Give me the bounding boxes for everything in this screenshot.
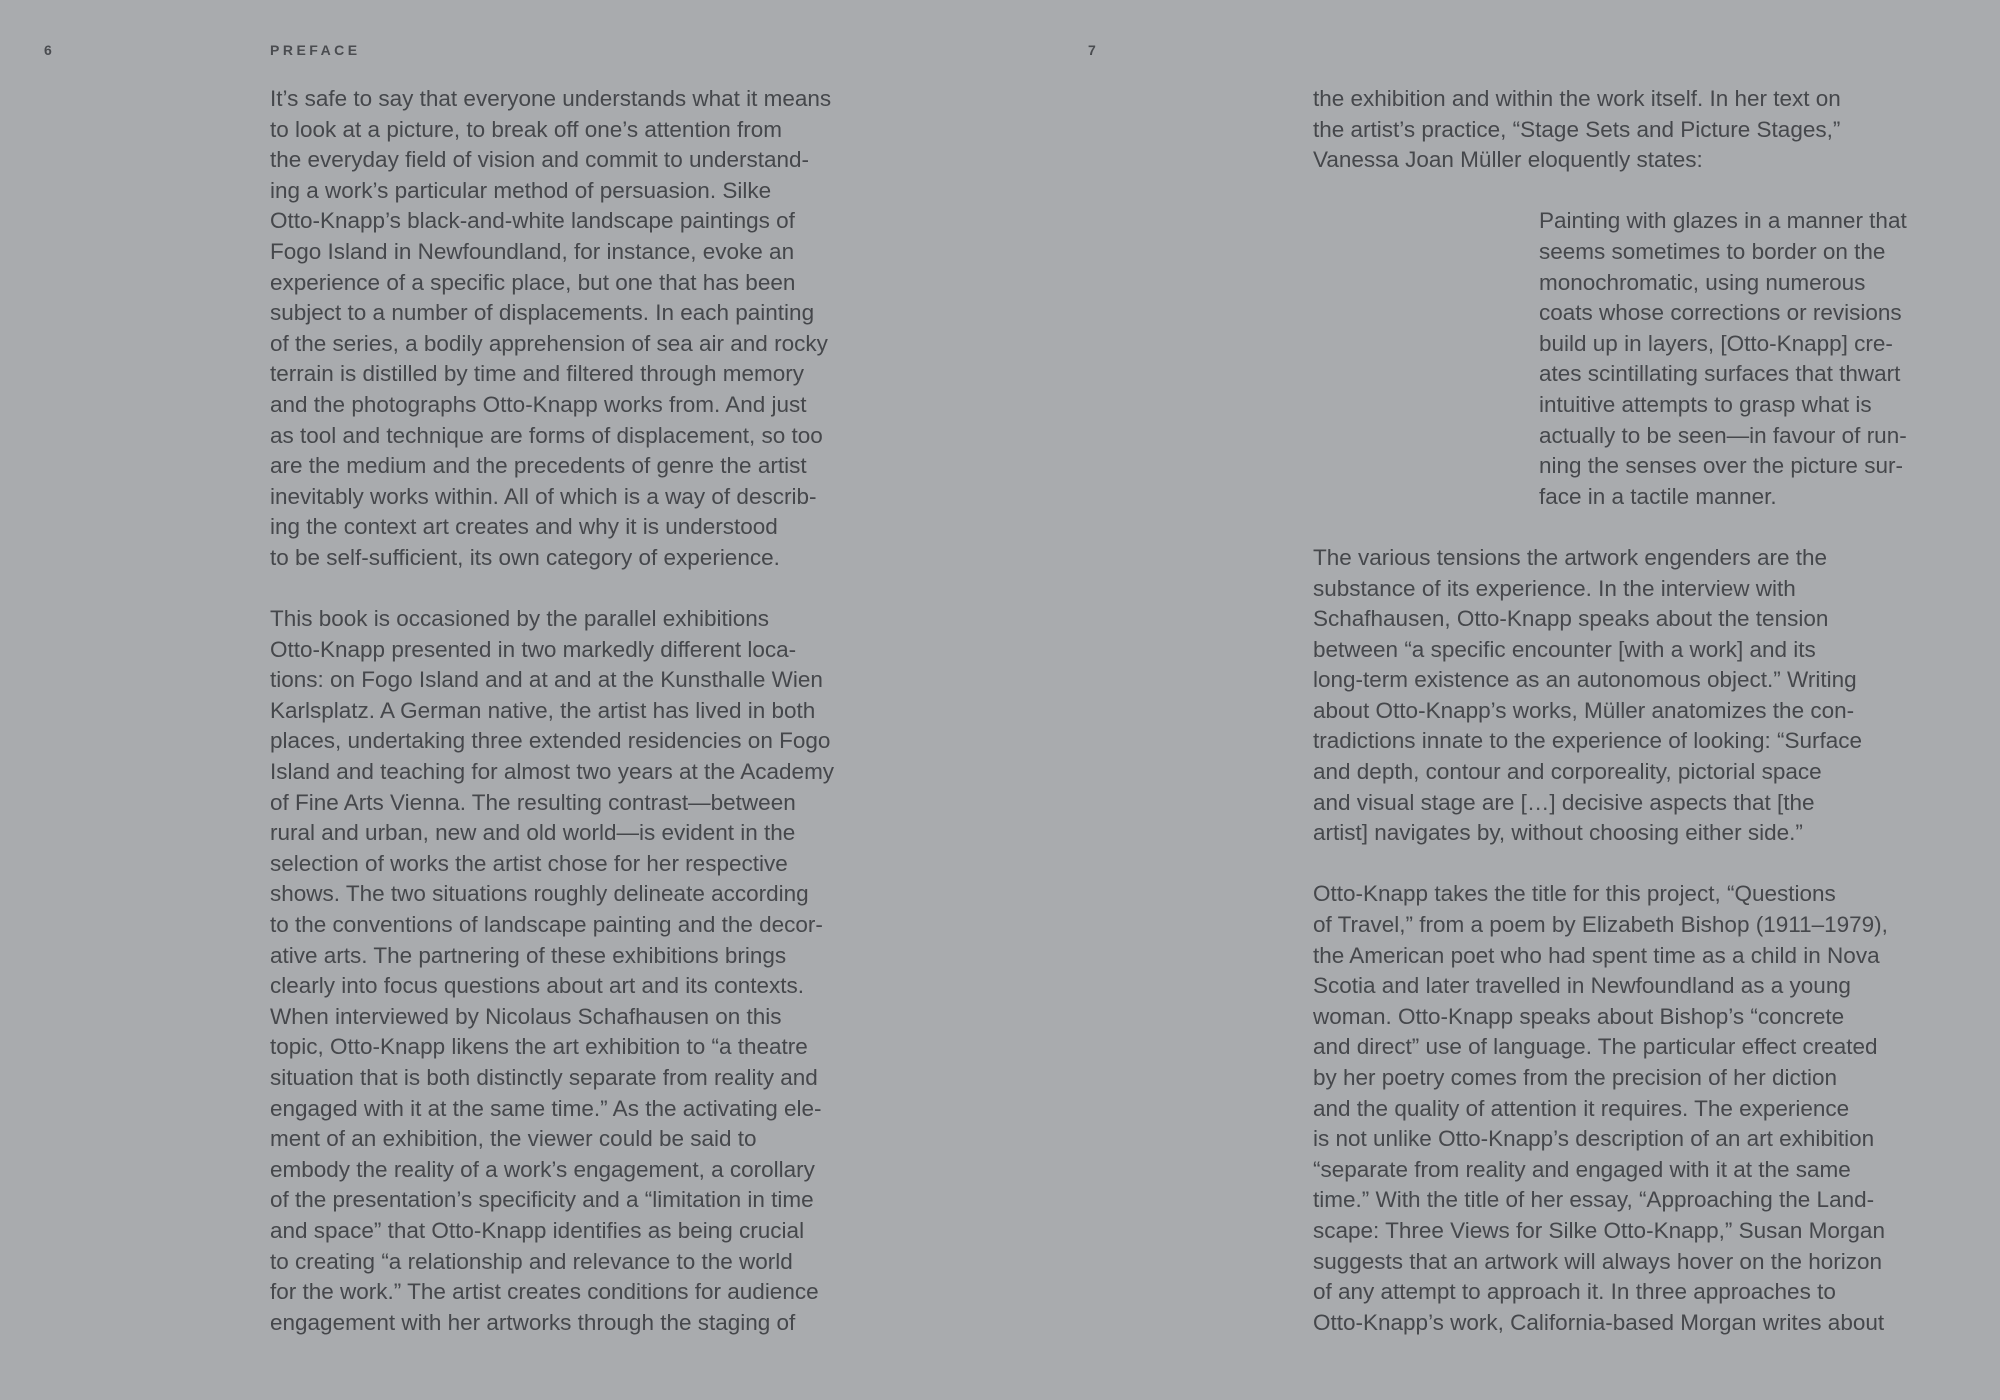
paragraph-gap [270,574,910,605]
text-line: When interviewed by Nicolaus Schafhausen on this [270,1003,782,1029]
text-line: to be self-sufficient, its own category of experience. [270,544,780,570]
text-line: Fogo Island in Newfoundland, for instance, evoke an [270,238,795,264]
text-line: the artist’s practice, “Stage Sets and Picture Stages,” [1313,116,1841,142]
text-line: Otto-Knapp’s black-and-white landscape paintings of [270,208,795,234]
text-line: for the work.” The artist creates conditions for audience [270,1279,819,1305]
paragraph-gap [1313,849,1993,880]
text-line: is not unlike Otto-Knapp’s description of an art exhibition [1313,1126,1875,1152]
text-line: ing a work’s particular method of persuasion. Silke [270,177,772,203]
text-line: time.” With the title of her essay, “Approaching the Land- [1313,1187,1875,1213]
page-number-left: 6 [44,42,53,58]
text-line: and the quality of attention it requires. The experience [1313,1095,1850,1121]
text-line: of Travel,” from a poem by Elizabeth Bishop (1911–1979), [1313,912,1888,938]
page-number-right: 7 [1088,42,1097,58]
paragraph-gap [1313,176,1993,207]
text-line: situation that is both distinctly separate from reality and [270,1065,818,1090]
text-line: the American poet who had spent time as a child in Nova [1313,942,1880,968]
text-line: suggests that an artwork will always hover on the horizon [1313,1248,1883,1274]
text-line: “separate from reality and engaged with it at the same [1313,1156,1851,1182]
text-line: engaged with it at the same time.” As the activating ele- [270,1095,822,1121]
text-line: Painting with glazes in a manner that [1539,208,1907,234]
paragraph-3 [1313,84,1993,176]
text-line: Otto-Knapp presented in two markedly different loca- [270,636,797,662]
left-text-column [270,84,910,1338]
text-line: Vanessa Joan Müller eloquently states: [1313,147,1703,173]
text-line: of the series, a bodily apprehension of sea air and rocky [270,330,828,356]
paragraph-gap [1313,512,1993,543]
text-line: ing the context art creates and why it is understood [270,514,778,540]
paragraph-4 [1313,543,1993,849]
text-line: of Fine Arts Vienna. The resulting contrast—between [270,789,796,815]
text-line: engagement with her artworks through the staging of [270,1309,796,1335]
text-line: selection of works the artist chose for her respective [270,850,788,876]
text-line: intuitive attempts to grasp what is [1539,391,1872,417]
text-line: and visual stage are […] decisive aspects that [the [1313,789,1815,815]
text-line: scape: Three Views for Silke Otto-Knapp,” Susan Morgan [1313,1217,1885,1243]
text-line: ning the senses over the picture sur- [1539,453,1903,479]
text-line: of any attempt to approach it. In three approaches to [1313,1279,1836,1305]
text-line: substance of its experience. In the interview with [1313,575,1796,601]
text-line: The various tensions the artwork engenders are the [1313,544,1828,570]
text-line: between “a specific encounter [with a work] and its [1313,636,1816,662]
text-line: subject to a number of displacements. In each painting [270,300,815,326]
text-line: experience of a specific place, but one that has been [270,269,796,295]
text-line: build up in layers, [Otto-Knapp] cre- [1539,330,1893,356]
text-line: to look at a picture, to break off one’s attention from [270,116,782,142]
running-head: PREFACE [270,42,361,58]
text-line: actually to be seen—in favour of run- [1539,422,1907,448]
text-line: places, undertaking three extended residencies on Fogo [270,728,831,754]
text-line: Karlsplatz. A German native, the artist has lived in both [270,697,816,723]
text-line: tions: on Fogo Island and at and at the Kunsthalle Wien [270,667,823,693]
text-line: ative arts. The partnering of these exhibitions brings [270,942,787,968]
paragraph-5 [1313,879,1993,1338]
text-line: ates scintillating surfaces that thwart [1539,361,1901,387]
text-line: rural and urban, new and old world—is evident in the [270,820,796,846]
text-line: artist] navigates by, without choosing either side.” [1313,820,1803,846]
text-line: to creating “a relationship and relevance to the world [270,1248,793,1274]
text-line: the exhibition and within the work itself. In her text on [1313,86,1841,111]
text-line: and direct” use of language. The particular effect created [1313,1034,1878,1060]
text-line: Otto-Knapp’s work, California-based Morgan writes about [1313,1309,1885,1335]
text-line: long-term existence as an autonomous object.” Writing [1313,667,1857,693]
text-line: topic, Otto-Knapp likens the art exhibition to “a theatre [270,1034,808,1060]
text-line: and the photographs Otto-Knapp works from. And just [270,391,807,417]
text-line: terrain is distilled by time and filtered through memory [270,361,804,387]
right-text-column [1313,84,1993,1338]
right-page [1000,0,2000,1400]
paragraph-1 [270,84,910,574]
text-line: shows. The two situations roughly delineate according [270,881,809,907]
block-quote [1539,206,1993,512]
text-line: of the presentation’s specificity and a “limitation in time [270,1187,814,1213]
text-line: ment of an exhibition, the viewer could be said to [270,1126,757,1152]
text-line: Island and teaching for almost two years at the Academy [270,759,835,785]
text-line: seems sometimes to border on the [1539,238,1886,264]
text-line: clearly into focus questions about art and its contexts. [270,973,805,999]
text-line: are the medium and the precedents of genre the artist [270,453,807,479]
text-line: coats whose corrections or revisions [1539,300,1902,326]
text-line: by her poetry comes from the precision of her diction [1313,1065,1837,1090]
paragraph-2 [270,604,910,1338]
text-line: woman. Otto-Knapp speaks about Bishop’s “concrete [1313,1003,1845,1029]
text-line: as tool and technique are forms of displacement, so too [270,422,823,448]
text-line: This book is occasioned by the parallel exhibitions [270,606,770,632]
text-line: the everyday field of vision and commit to understand- [270,147,810,173]
text-line: Otto-Knapp takes the title for this project, “Questions [1313,881,1836,907]
text-line: face in a tactile manner. [1539,483,1777,509]
text-line: monochromatic, using numerous [1539,269,1866,295]
text-line: Scotia and later travelled in Newfoundland as a young [1313,973,1851,999]
text-line: It’s safe to say that everyone understands what it means [270,86,832,111]
text-line: to the conventions of landscape painting and the decor- [270,912,823,938]
text-line: and space” that Otto-Knapp identifies as being crucial [270,1217,805,1243]
text-line: about Otto-Knapp’s works, Müller anatomizes the con- [1313,697,1855,723]
text-line: embody the reality of a work’s engagement, a corollary [270,1156,815,1182]
text-line: tradictions innate to the experience of looking: “Surface [1313,728,1863,754]
text-line: inevitably works within. All of which is a way of describ- [270,483,817,509]
text-line: and depth, contour and corporeality, pictorial space [1313,759,1822,785]
text-line: Schafhausen, Otto-Knapp speaks about the tension [1313,606,1829,632]
